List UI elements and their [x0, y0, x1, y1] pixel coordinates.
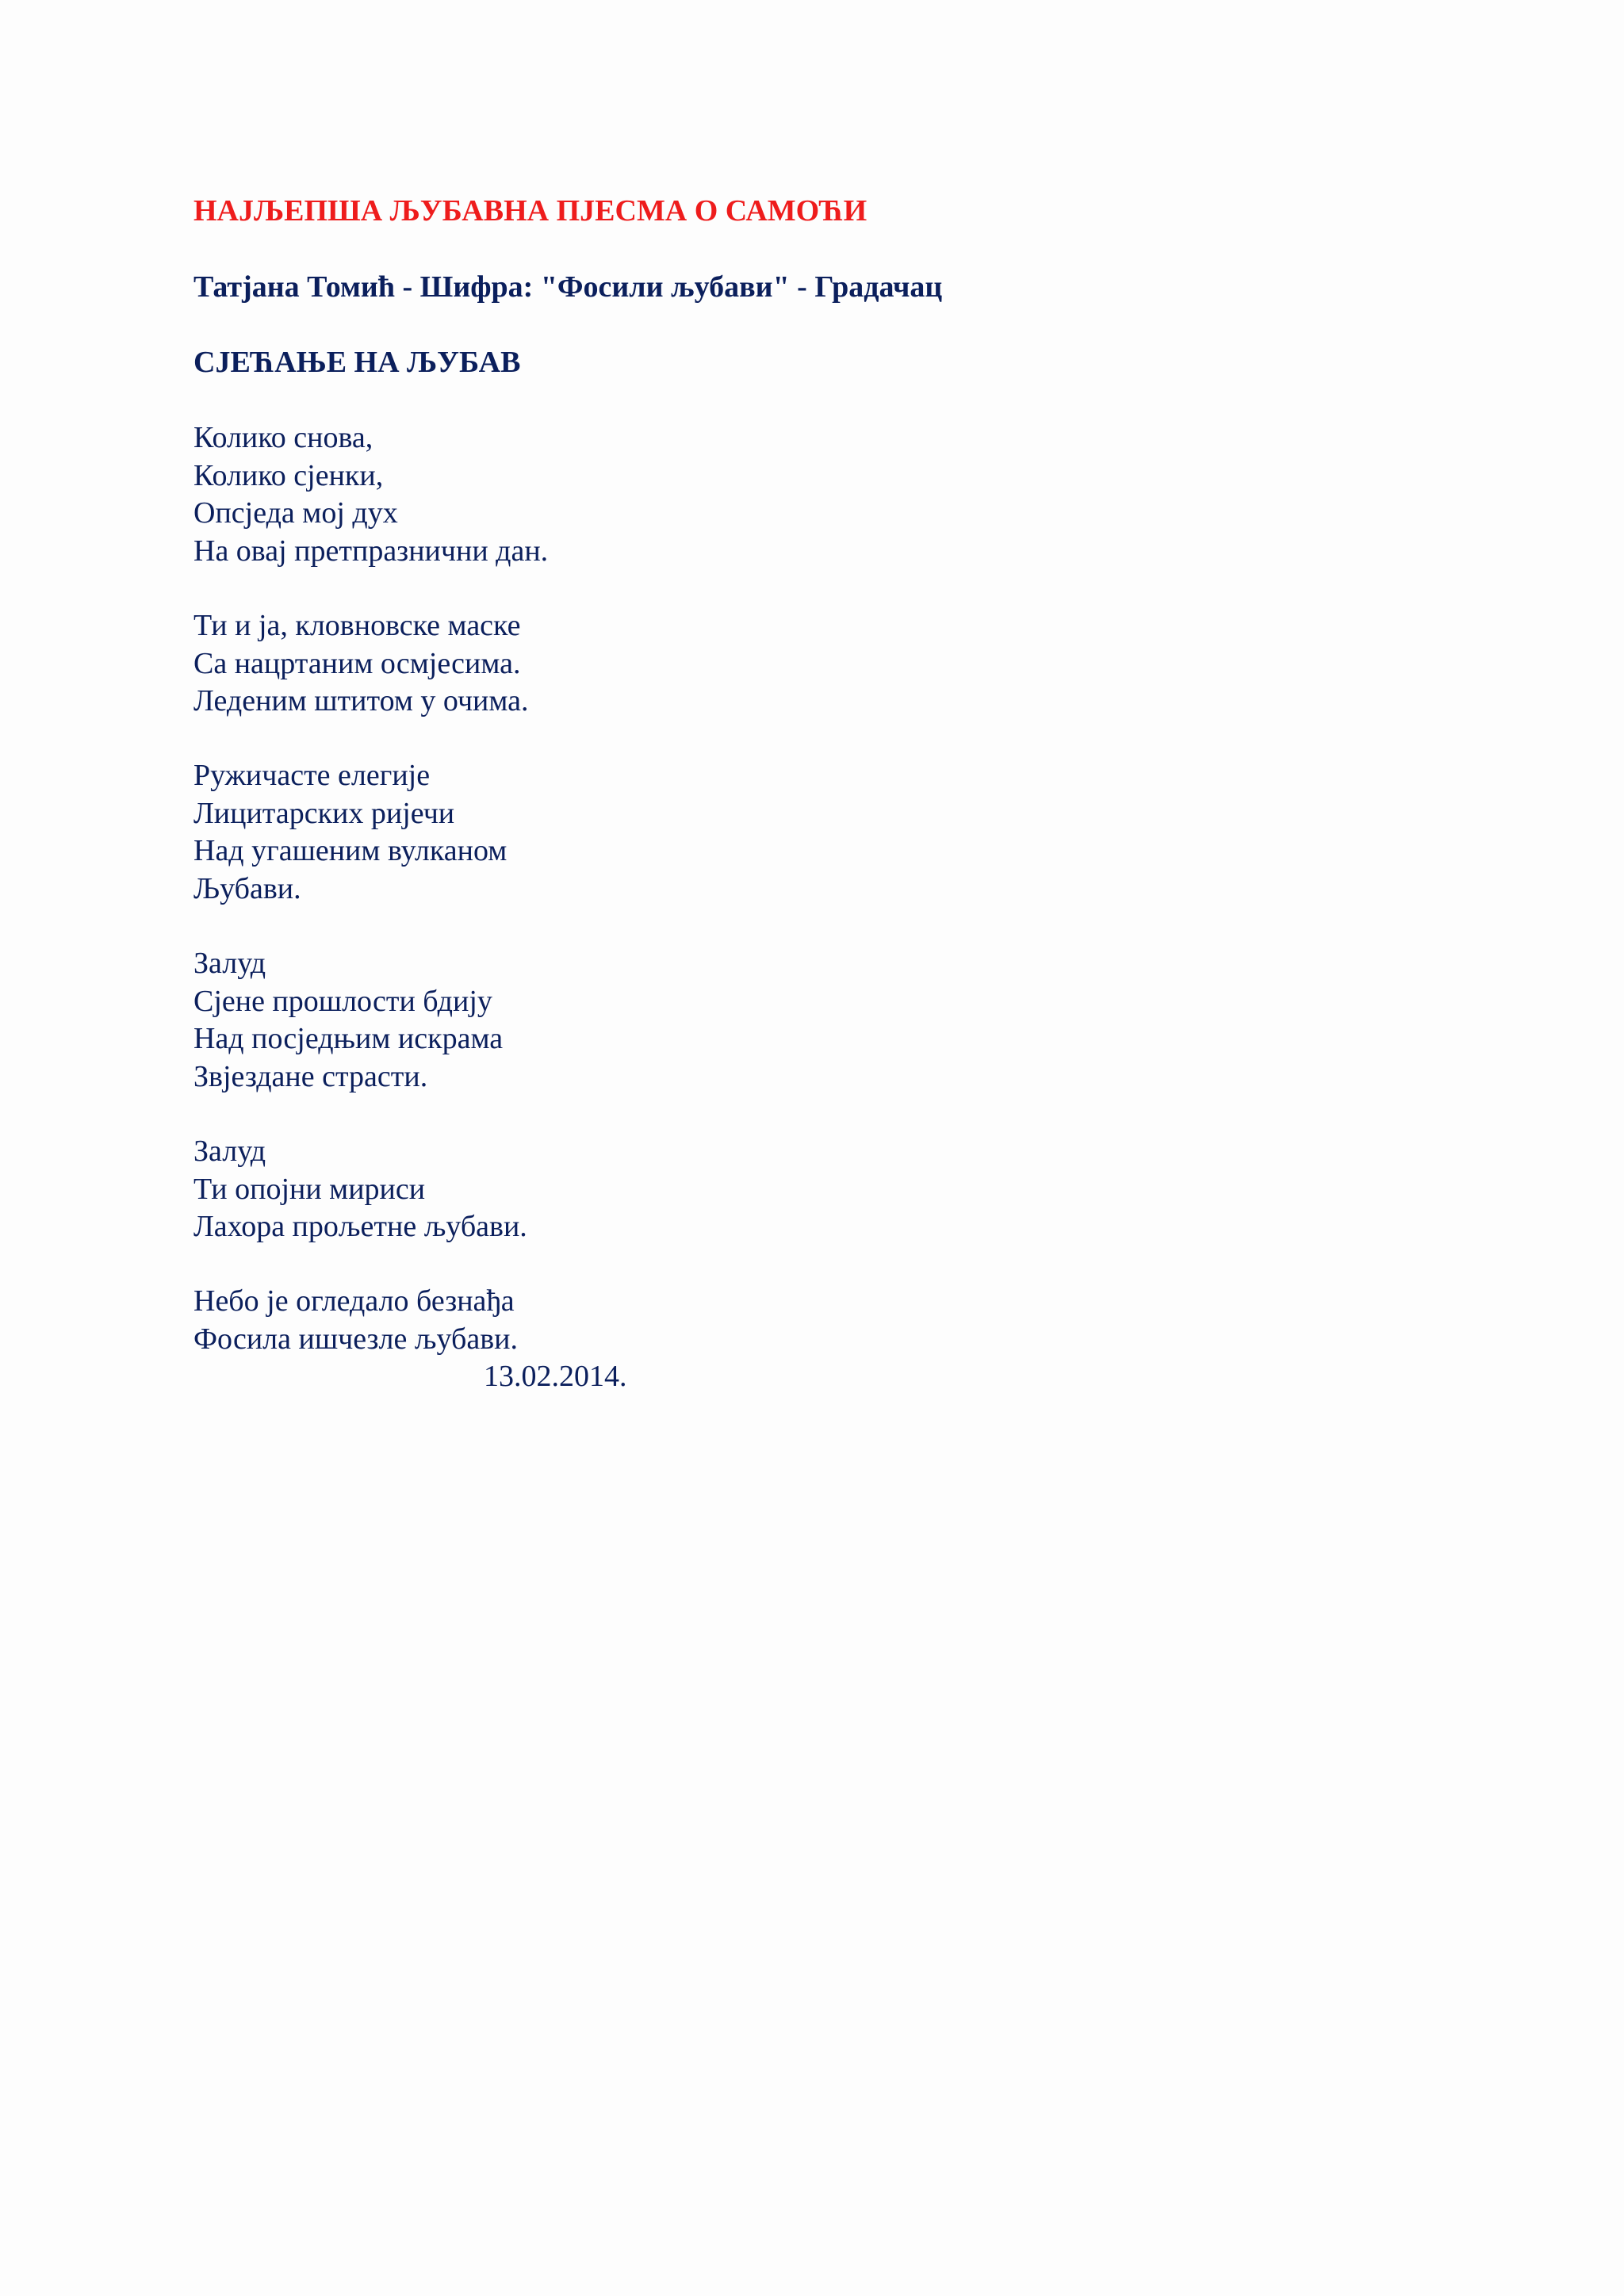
verse-line: Леденим штитом у очима.	[193, 684, 529, 718]
verse-line: Над посједњим искрама	[193, 1022, 504, 1055]
verse-line: Опсједа мој дух	[193, 496, 398, 530]
poem-title: СЈЕЋАЊЕ НА ЉУБАВ	[193, 346, 521, 379]
verse-line: Залуд	[193, 1135, 266, 1168]
verse-line: Ти и ја, кловновске маске	[193, 609, 521, 642]
verse-line: Ти опојни мириси	[193, 1173, 426, 1206]
verse-line: Сјене прошлости бдију	[193, 985, 492, 1018]
verse-line: Ружичасте елегије	[193, 759, 431, 792]
poem-date: 13.02.2014.	[484, 1360, 627, 1393]
verse-line: Фосила ишчезле љубави.	[193, 1322, 518, 1356]
author-line: Татјана Томић - Шифра: "Фосили љубави" - Градачац	[193, 270, 943, 304]
verse-line: Колико снова,	[193, 421, 373, 454]
verse-line: Лахора прољетне љубави.	[193, 1210, 527, 1243]
verse-line: Лицитарских ријечи	[193, 797, 455, 830]
verse-line: Љубави.	[193, 872, 301, 905]
competition-title: НАЈЉЕПША ЉУБАВНА ПЈЕСМА О САМОЋИ	[193, 194, 868, 228]
verse-line: Залуд	[193, 947, 266, 980]
verse-line: Небо је огледало безнађа	[193, 1284, 515, 1318]
verse-line: Колико сјенки,	[193, 459, 384, 492]
verse-line: Звјездане страсти.	[193, 1060, 428, 1093]
verse-line: Над угашеним вулканом	[193, 834, 508, 867]
verse-line: Са нацртаним осмјесима.	[193, 647, 521, 680]
verse-line: На овај претпразнични дан.	[193, 534, 549, 568]
